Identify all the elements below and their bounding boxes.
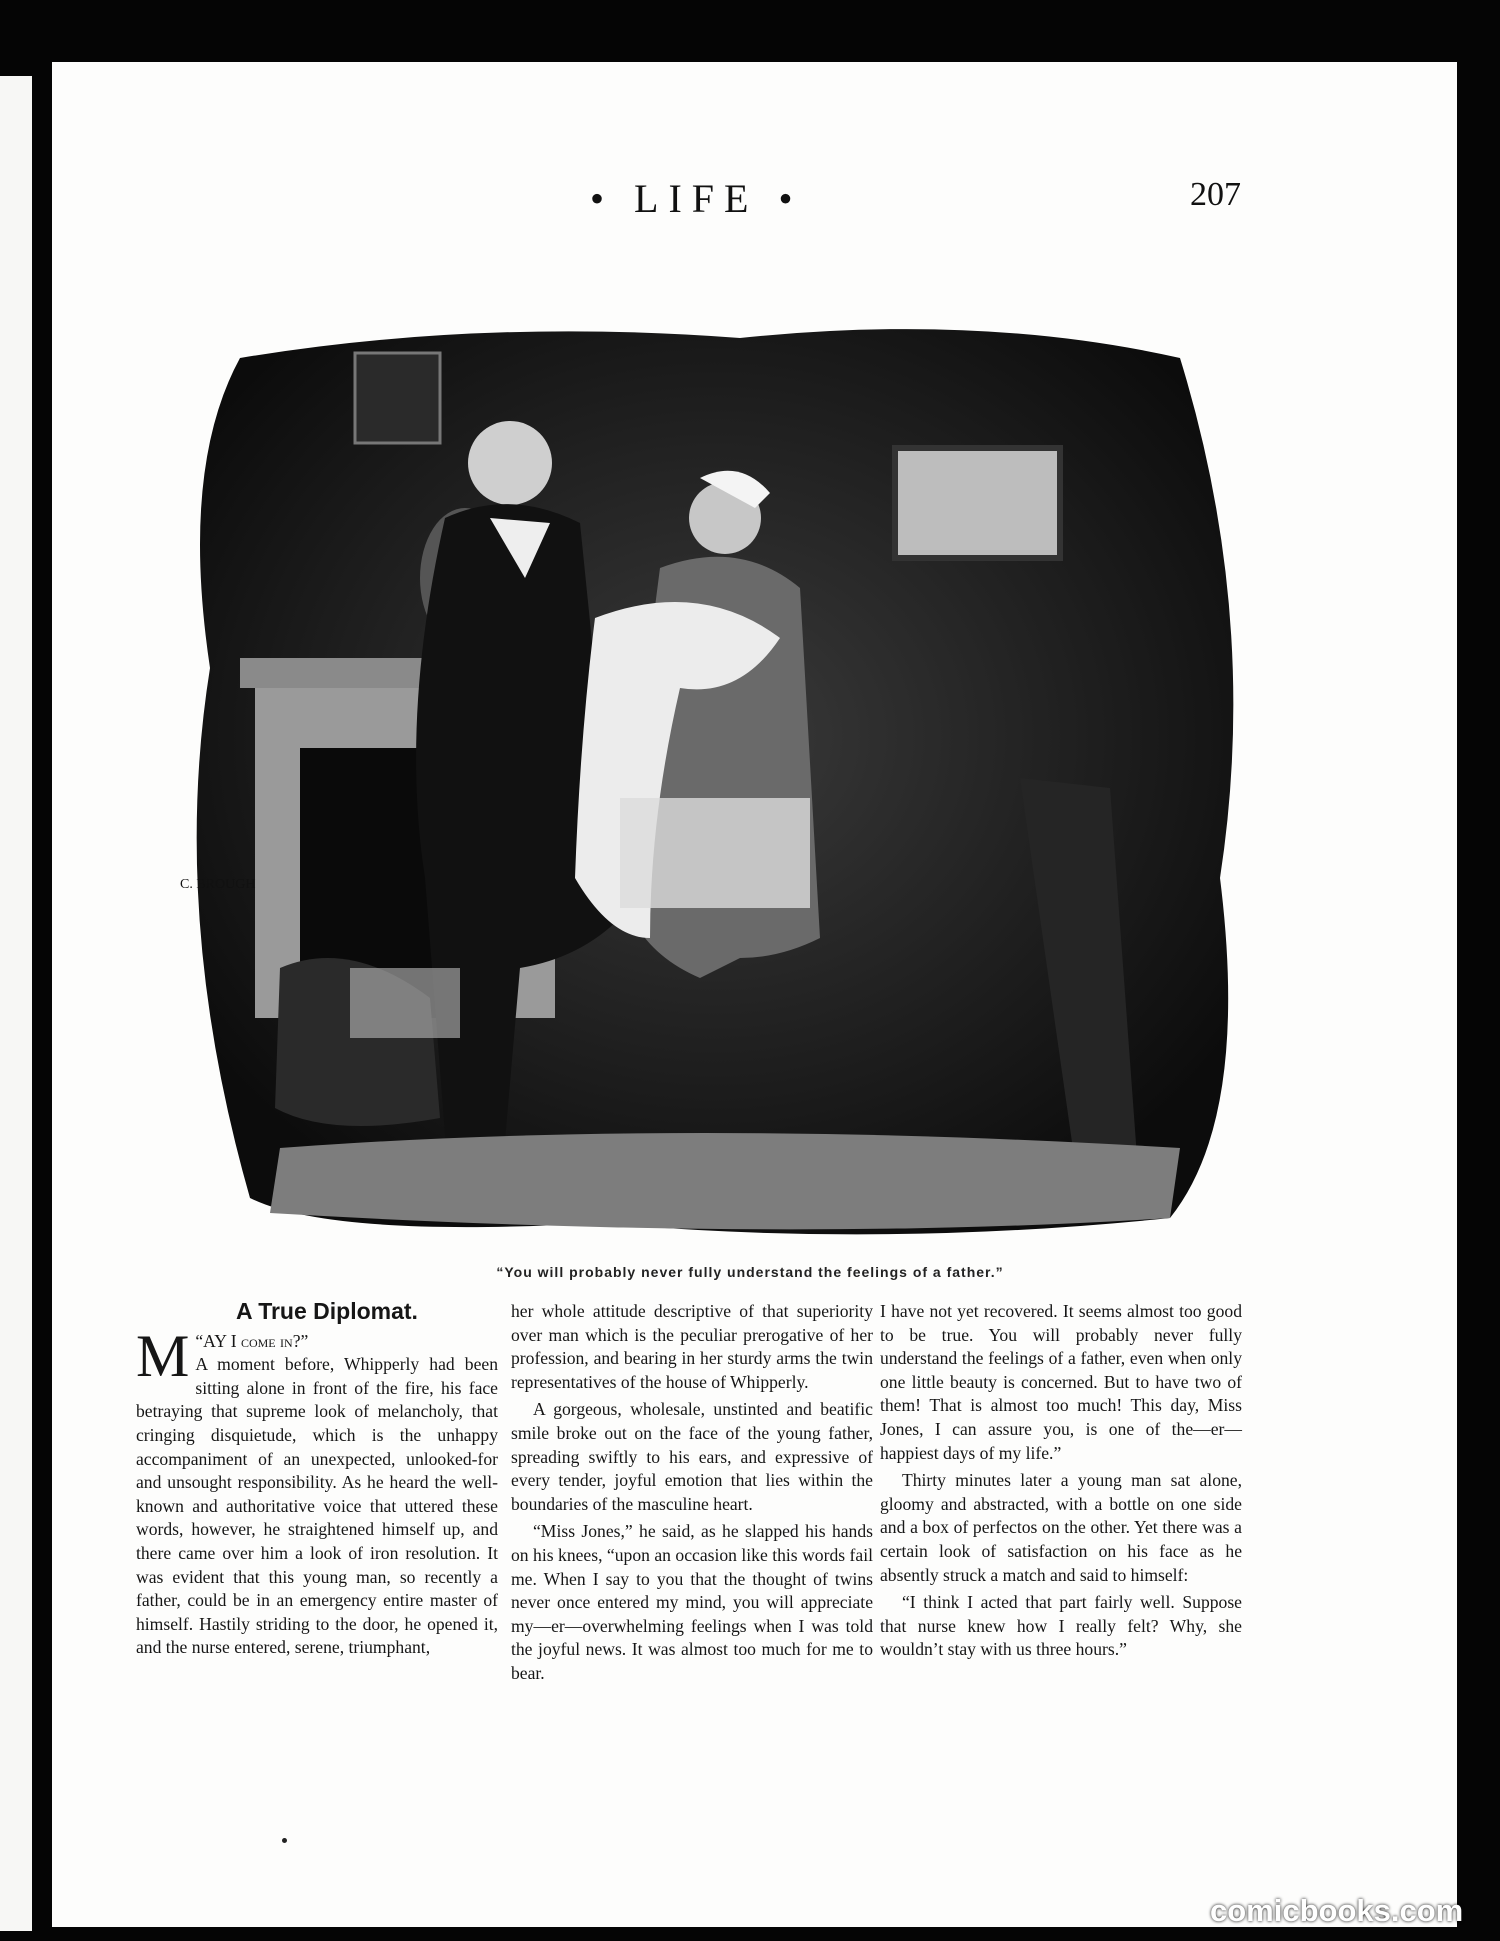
- illustration-caption: “You will probably never fully understand the feelings of a father.”: [496, 1264, 1004, 1280]
- paragraph-3: “Miss Jones,” he said, as he slapped his hands on his knees, “upon an occasion like this words fail me. When I say to you that the thought of twins never once entered my mind, you will appreciate my—er—overwhelming feelings when I was told the joyful news. It was almost too much for me to bear.: [511, 1521, 873, 1683]
- article-column-3: [880, 1300, 1242, 1662]
- printer-dot: [282, 1838, 287, 1843]
- page-number: 207: [1190, 176, 1241, 213]
- paragraph-5: “I think I acted that part fairly well. Suppose that nurse knew how I really felt? Why, she wouldn’t stay with us three hours.”: [880, 1592, 1242, 1660]
- article-column-2: [511, 1300, 873, 1686]
- paragraph-1: A moment before, Whipperly had been sitting alone in front of the fire, his face betraying that supreme look of melancholy, that cringing disquietude, which is the unhappy accompaniment of an unexpected, unlooked-for and unsought responsibility. As he heard the well-known and authoritative voice that uttered these words, however, he straightened himself up, and there came over him a look of iron resolution. It was evident that this young man, so recently a father, could be in an emergency entire master of himself. Hastily striding to the door, he opened it, and the nurse entered, serene, triumphant,: [136, 1354, 498, 1658]
- paragraph-3-continued: I have not yet recovered. It seems almost too good to be true. You will probably never fully understand the feelings of a father, even when only one little beauty is concerned. But to have two of them! That is almost too much! This day, Miss Jones, I can assure you, is one of the—er—happiest days of my life.”: [880, 1301, 1242, 1463]
- artist-signature: C. BROUGH: [180, 877, 256, 892]
- article-title: A True Diplomat.: [236, 1298, 418, 1324]
- illustration: [180, 318, 1250, 1238]
- wall-portrait: [355, 353, 440, 443]
- drop-cap: M: [136, 1322, 190, 1389]
- paragraph-2: A gorgeous, wholesale, unstinted and beatific smile broke out on the face of the young father, spreading swiftly to his ears, and expressive of every tender, joyful emotion that lies within the boundaries of the masculine heart.: [511, 1399, 873, 1514]
- floor-rug: [270, 1133, 1180, 1229]
- previous-page-edge: [0, 76, 32, 1931]
- framed-picture: [895, 448, 1060, 558]
- opening-words: AY I come in?”: [203, 1330, 309, 1351]
- paragraph-1-continued: her whole attitude descriptive of that superiority over man which is the peculiar prerogative of her profession, and bearing in her sturdy arms the twin representatives of the house of Whipperly.: [511, 1301, 873, 1392]
- paragraph-4: Thirty minutes later a young man sat alone, gloomy and abstracted, with a bottle on one side and a box of perfectos on the other. Yet there was a certain look of satisfaction on his face as he absently struck a match and said to himself:: [880, 1470, 1242, 1585]
- opening-quote: “: [195, 1330, 204, 1351]
- article-column-1: [136, 1300, 498, 1660]
- opening-line: [136, 1322, 498, 1389]
- watermark: comicbooks.com: [1210, 1893, 1464, 1928]
- masthead: • LIFE •: [590, 176, 803, 221]
